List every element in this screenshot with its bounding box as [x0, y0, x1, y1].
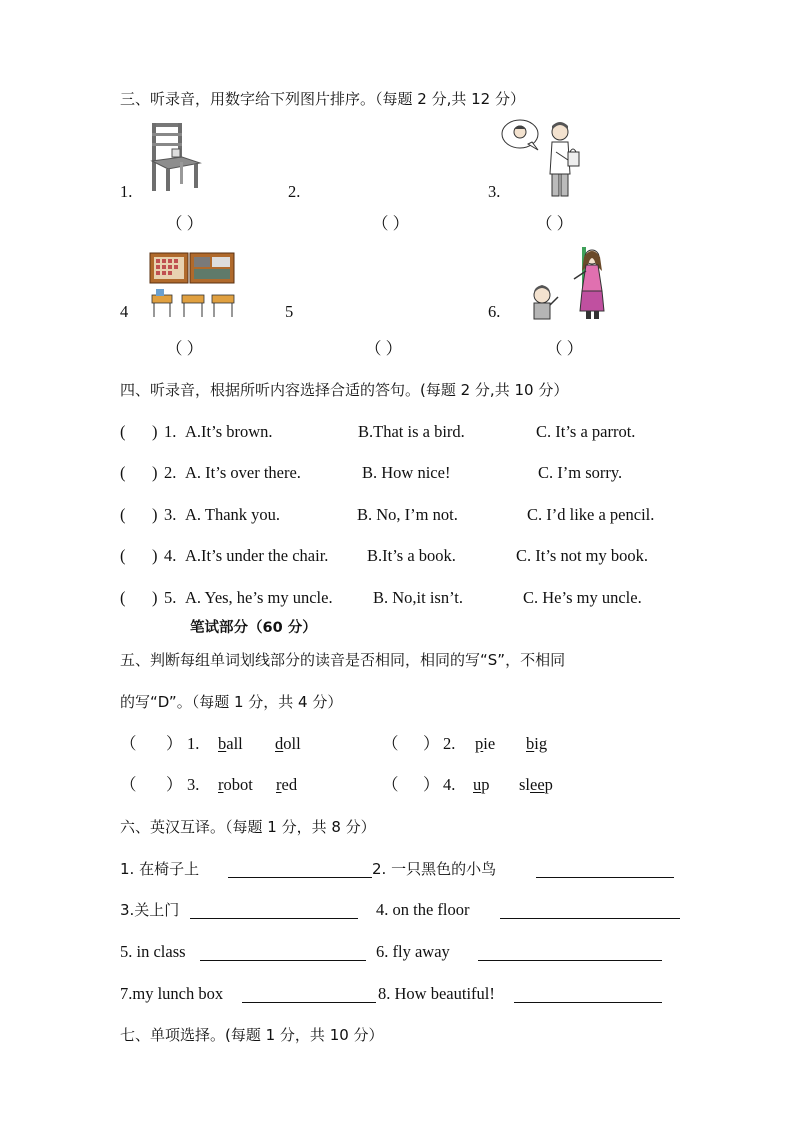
section-4-title: 四、听录音，根据所听内容选择合适的答句。(每题 2 分,共 10 分）: [120, 381, 569, 399]
s3-label-6: 6.: [488, 302, 501, 321]
s3-answer-6[interactable]: （ ）: [546, 339, 584, 358]
s4-question-number: 4.: [164, 546, 177, 565]
s6-item-5: 5. in class: [120, 942, 186, 961]
s3-label-5: 5: [285, 302, 294, 321]
s5-paren-open[interactable]: （: [382, 775, 399, 794]
s4-option-a: A. It’s over there.: [185, 463, 301, 482]
s6-answer-line-5[interactable]: [200, 960, 366, 961]
section-5-title-line-1: 五、判断每组单词划线部分的读音是否相同，相同的写“S”，不相同: [120, 651, 566, 669]
s4-question-number: 5.: [164, 588, 177, 607]
s5-word-rest: ed: [281, 775, 298, 794]
s5-word-rest: oll: [283, 734, 301, 753]
s6-answer-line-4[interactable]: [500, 918, 680, 919]
s6-answer-line-6[interactable]: [478, 960, 662, 961]
s3-label-2: 2.: [288, 182, 301, 201]
s4-option-c: C. It’s not my book.: [516, 546, 649, 565]
s5-word-2: [275, 734, 301, 754]
s5-paren-close[interactable]: ）: [166, 775, 183, 794]
s5-word-rest: all: [226, 734, 243, 753]
s4-option-a: A.It’s brown.: [185, 422, 273, 441]
s5-question-number: 2.: [443, 734, 456, 753]
s5-word-lead: sl: [519, 775, 531, 794]
s5-underlined-part: u: [473, 775, 482, 794]
s4-option-c: C. It’s a parrot.: [536, 422, 636, 441]
s5-word-1: [473, 775, 490, 795]
section-7-title: 七、单项选择。(每题 1 分，共 10 分）: [120, 1026, 384, 1044]
s5-underlined-part: p: [475, 734, 484, 753]
s4-question-number: 2.: [164, 463, 177, 482]
s4-question-number: 3.: [164, 505, 177, 524]
s5-question-number: 4.: [443, 775, 456, 794]
written-part-title: 笔试部分（60 分）: [190, 620, 317, 636]
s5-word-rest: obot: [223, 775, 253, 794]
s3-answer-2[interactable]: （ ）: [372, 214, 410, 233]
s6-answer-line-2[interactable]: [536, 877, 674, 878]
s5-word-2: [526, 734, 547, 754]
s5-underlined-part: ee: [530, 775, 545, 794]
s6-item-8: 8. How beautiful!: [378, 984, 495, 1003]
s3-answer-4[interactable]: （ ）: [166, 339, 204, 358]
s4-question-number: 1.: [164, 422, 177, 441]
s6-answer-line-3[interactable]: [190, 918, 358, 919]
s5-paren-open[interactable]: （: [382, 734, 399, 753]
s5-word-1: [218, 734, 243, 754]
s4-bracket-close[interactable]: ): [152, 422, 158, 441]
teacher-and-student-picture: [530, 245, 606, 321]
s5-underlined-part: r: [276, 775, 282, 794]
s6-item-3: 3.关上门: [120, 901, 180, 919]
s5-paren-close[interactable]: ）: [423, 734, 440, 753]
s4-option-b: B.That is a bird.: [358, 422, 465, 441]
s4-option-a: A.It’s under the chair.: [185, 546, 329, 565]
s5-word-2: [519, 775, 553, 795]
section-5-title-line-2: 的写“D”。（每题 1 分，共 4 分）: [120, 693, 343, 711]
s5-underlined-part: d: [275, 734, 284, 753]
s5-word-rest: ie: [483, 734, 496, 753]
s6-answer-line-1[interactable]: [228, 877, 372, 878]
s4-bracket-close[interactable]: ): [152, 546, 158, 565]
s5-word-rest: ig: [534, 734, 548, 753]
s4-option-b: B.It’s a book.: [367, 546, 456, 565]
s4-option-b: B. No, I’m not.: [357, 505, 458, 524]
s4-bracket-close[interactable]: ): [152, 588, 158, 607]
s4-option-a: A. Yes, he’s my uncle.: [185, 588, 333, 607]
s3-answer-5[interactable]: （ ）: [365, 339, 403, 358]
s3-answer-3[interactable]: （ ）: [536, 214, 574, 233]
s5-paren-close[interactable]: ）: [423, 775, 440, 794]
s4-bracket-open[interactable]: (: [120, 505, 126, 524]
s4-bracket-close[interactable]: ): [152, 505, 158, 524]
s5-paren-close[interactable]: ）: [166, 734, 183, 753]
chair-picture: [146, 121, 202, 193]
s6-item-2: 2. 一只黑色的小鸟: [372, 860, 497, 878]
s4-bracket-open[interactable]: (: [120, 463, 126, 482]
s4-bracket-open[interactable]: (: [120, 422, 126, 441]
s4-bracket-close[interactable]: ): [152, 463, 158, 482]
s5-word-rest: p: [544, 775, 553, 794]
s4-option-a: A. Thank you.: [185, 505, 281, 524]
s5-underlined-part: b: [526, 734, 535, 753]
s3-label-1: 1.: [120, 182, 133, 201]
s4-bracket-open[interactable]: (: [120, 588, 126, 607]
s4-option-b: B. How nice!: [362, 463, 451, 482]
s4-option-c: C. He’s my uncle.: [523, 588, 642, 607]
s6-item-4: 4. on the floor: [376, 900, 470, 919]
s5-question-number: 1.: [187, 734, 200, 753]
s6-item-7: 7.my lunch box: [120, 984, 224, 1003]
s5-word-1: [475, 734, 495, 754]
s5-word-1: [218, 775, 253, 795]
s6-item-1: 1. 在椅子上: [120, 860, 200, 878]
s5-underlined-part: r: [218, 775, 224, 794]
s3-label-3: 3.: [488, 182, 501, 201]
s3-label-4: 4: [120, 302, 129, 321]
s6-answer-line-7[interactable]: [242, 1002, 376, 1003]
section-6-title: 六、英汉互译。（每题 1 分，共 8 分）: [120, 818, 376, 836]
s5-paren-open[interactable]: （: [120, 734, 137, 753]
man-with-gift-picture: [500, 118, 580, 198]
s4-option-c: C. I’m sorry.: [538, 463, 623, 482]
s5-underlined-part: b: [218, 734, 227, 753]
section-3-title: 三、听录音，用数字给下列图片排序。（每题 2 分,共 12 分）: [120, 90, 525, 108]
classroom-picture: [148, 251, 240, 319]
s5-question-number: 3.: [187, 775, 200, 794]
s4-bracket-open[interactable]: (: [120, 546, 126, 565]
s5-paren-open[interactable]: （: [120, 775, 137, 794]
s6-item-6: 6. fly away: [376, 942, 450, 961]
s5-word-rest: p: [481, 775, 490, 794]
s5-word-2: [276, 775, 297, 795]
s6-answer-line-8[interactable]: [514, 1002, 662, 1003]
s4-option-c: C. I’d like a pencil.: [527, 505, 655, 524]
s3-answer-1[interactable]: （ ）: [166, 214, 204, 233]
s4-option-b: B. No,it isn’t.: [373, 588, 464, 607]
